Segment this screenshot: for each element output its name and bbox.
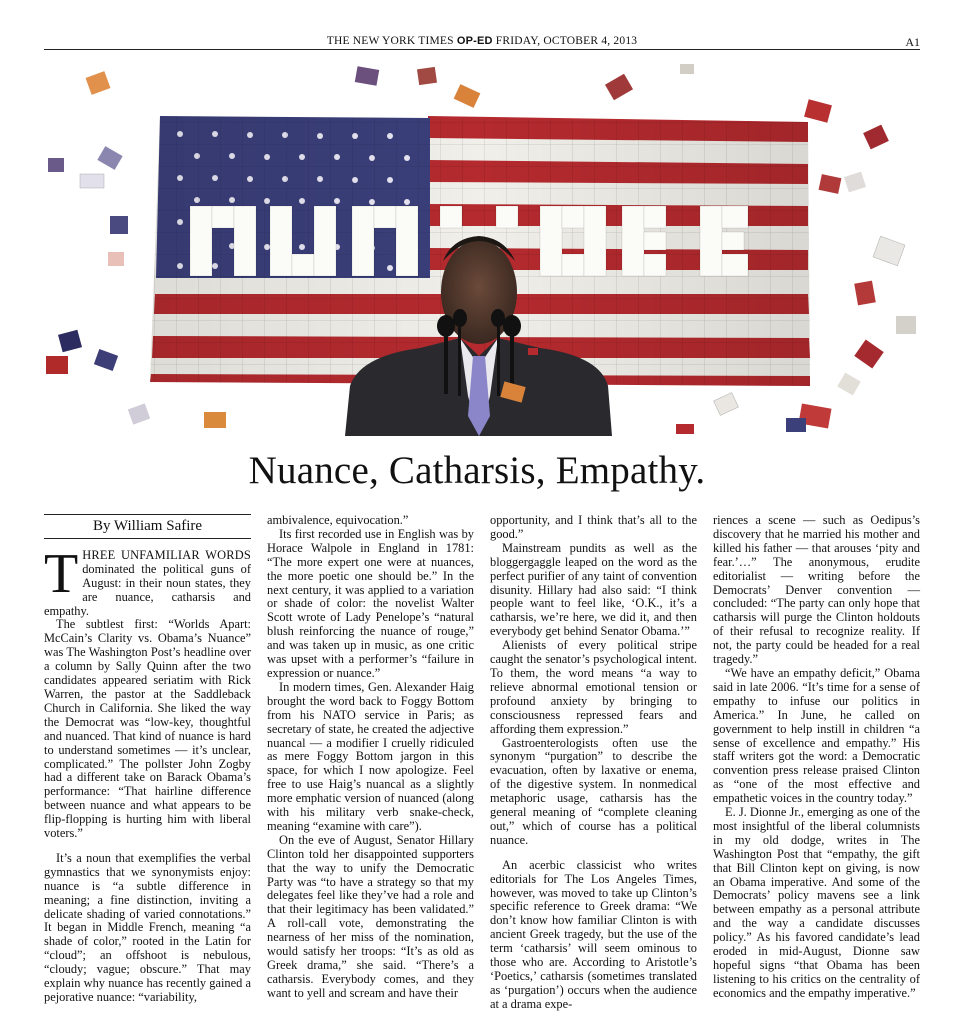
paragraph: Mainstream pundits as well as the bloggergaggle leaped on the word as the perfect purifier of any taint of convention disunity. Hillary had also said: “I think people want to feel like, ‘O.K., it’s a catharsis, we’re here, we did it, and then everybody get behind Senator Obama.’” (490, 540, 697, 639)
headline: Nuance, Catharsis, Empathy. (248, 449, 706, 492)
puzzle-flag-illustration (0, 56, 954, 436)
paragraph: An acerbic classicist who writes editorials for The Los Angeles Times, however, was moved to take up Clinton’s specific reference to Greek drama: “We don’t know how familiar Clinton is with ancient Greek tragedy, but the use of the term ‘catharsis’ will seem ominous to those who are. According to Aristotle’s ‘Poetics,’ catharsis (sometimes translated as ‘purgation’) occurs when the audience at a drama expe- (490, 857, 697, 1011)
paragraph: ambivalence, equivocation.” (267, 513, 409, 527)
paper-name: THE NEW YORK TIMES (326, 35, 454, 47)
column-4 (713, 514, 920, 1000)
lead-text: dominated the political guns of August: in their noun states, they are nuance, catharsis and empathy. (44, 561, 251, 618)
masthead-line (44, 35, 920, 47)
paragraph: riences a scene — such as Oedipus’s discovery that he married his mother and killed his father — that arouses ‘pity and fear.’…” The anonymous, erudite editorialist — writing before the Democrats’ Denver convention — concluded: “The party can only hope that catharsis will purge the Clinton holdouts of their refusal to recognize reality. If not, the party could be headed for a real tragedy.” (713, 513, 920, 667)
paragraph: Alienists of every political stripe caught the senator’s psychological intent. To them, the word means “a way to relieve abnormal emotional tension or profound anxiety by bringing to consciousness repressed fears and affording them expression.” (490, 638, 697, 736)
byline: By William Safire (44, 514, 251, 539)
issue-date: FRIDAY, OCTOBER 4, 2013 (495, 35, 638, 47)
column-1 (44, 514, 251, 1004)
paragraph: On the eve of August, Senator Hillary Clinton told her disappointed supporters that the way to unify the Democratic Party was “to have a strategy so that my delegates feel like they’ve had a role and that their legitimacy has been validated.” A roll-call vote, demonstrating the nearness of her miss of the nomination, would satisfy her troops: “It’s as old as Greek drama,” she said. “There’s a catharsis. Everybody comes, and they want to yell and scream and have their (267, 832, 474, 1000)
drop-cap: T (44, 542, 79, 605)
page-number: A1 (905, 35, 920, 49)
article-body (44, 513, 920, 1011)
section-name: OP-ED (456, 35, 493, 47)
column-2 (267, 514, 474, 1000)
paragraph: opportunity, and I think that’s all to the good.” (490, 513, 697, 541)
lead-paragraph (44, 542, 251, 619)
paragraph: The subtlest first: “Worlds Apart: McCain’s Clarity vs. Obama’s Nuance” was The Washington Post’s headline over a column by Sally Quinn after the two candidates appeared seriatim with Rick Warren, the pastor at the Saddleback Church in California. She liked the way the Democrat was “low-key, thoughtful and nuanced. That kind of nuance is hard to understand sometimes — it’s unclear, complicated.” The pollster John Zogby had a different take on Barack Obama’s performance: “That hairline difference between nuance and what appears to be flip-flopping is hurting him with liberal voters.” (44, 617, 251, 841)
paragraph: Its first recorded use in English was by Horace Walpole in England in 1781: “The more expert one were at nuances, the more poetic one should be.” In the next century, it was applied to a variation or shade of color: the novelist Walter Scott wrote of Lady Penelope’s “natural blush reinforcing the nuance of rouge,” and was taken up in music, as one critic was upset with a performer’s “failure in expression or nuance.” (267, 526, 474, 680)
lead-caps: HREE UNFAMILIAR WORDS (82, 547, 251, 562)
paragraph: It’s a noun that exemplifies the verbal gymnastics that we synonymists enjoy: nuance is “a subtle difference in meaning; a fine distinction, inviting a delicate shading of varied connotations.” It began in Middle French, meaning “a shade of color,” rooted in the Latin for “cloud”; an offshoot is nebulous, “cloudy; vague; obscure.” That may explain why nuance has recently gained a pejorative nuance: “variability, (44, 850, 251, 1004)
masthead (44, 35, 920, 50)
paragraph: “We have an empathy deficit,” Obama said in late 2006. “It’s time for a sense of empathy to infuse our politics in America.” In June, he called on government to help instill in children “a sense of excellence and empathy.” His staff writers got the word: a Democratic convention press release praised Clinton as “one of the most effective and empathetic voices in the country today.” (713, 665, 920, 806)
paragraph: E. J. Dionne Jr., emerging as one of the most insightful of the liberal columnists in my old dodge, writes in The Washington Post that “empathy, the gift that Bill Clinton kept on giving, is now an Obama imperative. And some of the Democrats’ policy mavens see a link between empathy as a personal attribute and the way a candidate discusses policy.” As his favored candidate’s lead eroded in mid-August, Dionne saw hopeful signs “that Obama has been listening to his critics on the centrality of economics and the empathy imperative.” (713, 805, 920, 1000)
paragraph: In modern times, Gen. Alexander Haig brought the word back to Foggy Bottom from his NATO service in Paris; as secretary of state, he created the adjective nuancal — a modifier I cruelly ridiculed as mere Foggy Bottom jargon in this space, for which I now apologize. Feel free to use Haig’s nuancal as a slightly more emphatic version of nuanced (along with his military verb snake-check, meaning “examine with care”). (267, 679, 474, 833)
column-3 (490, 513, 697, 1011)
paragraph: Gastroenterologists often use the synonym “purgation” to describe the evacuation, often by laxative or enema, of the digestive system. In nonmedical metaphoric usage, catharsis has the general meaning of “complete cleaning out,” which of course has a political nuance. (490, 735, 697, 847)
